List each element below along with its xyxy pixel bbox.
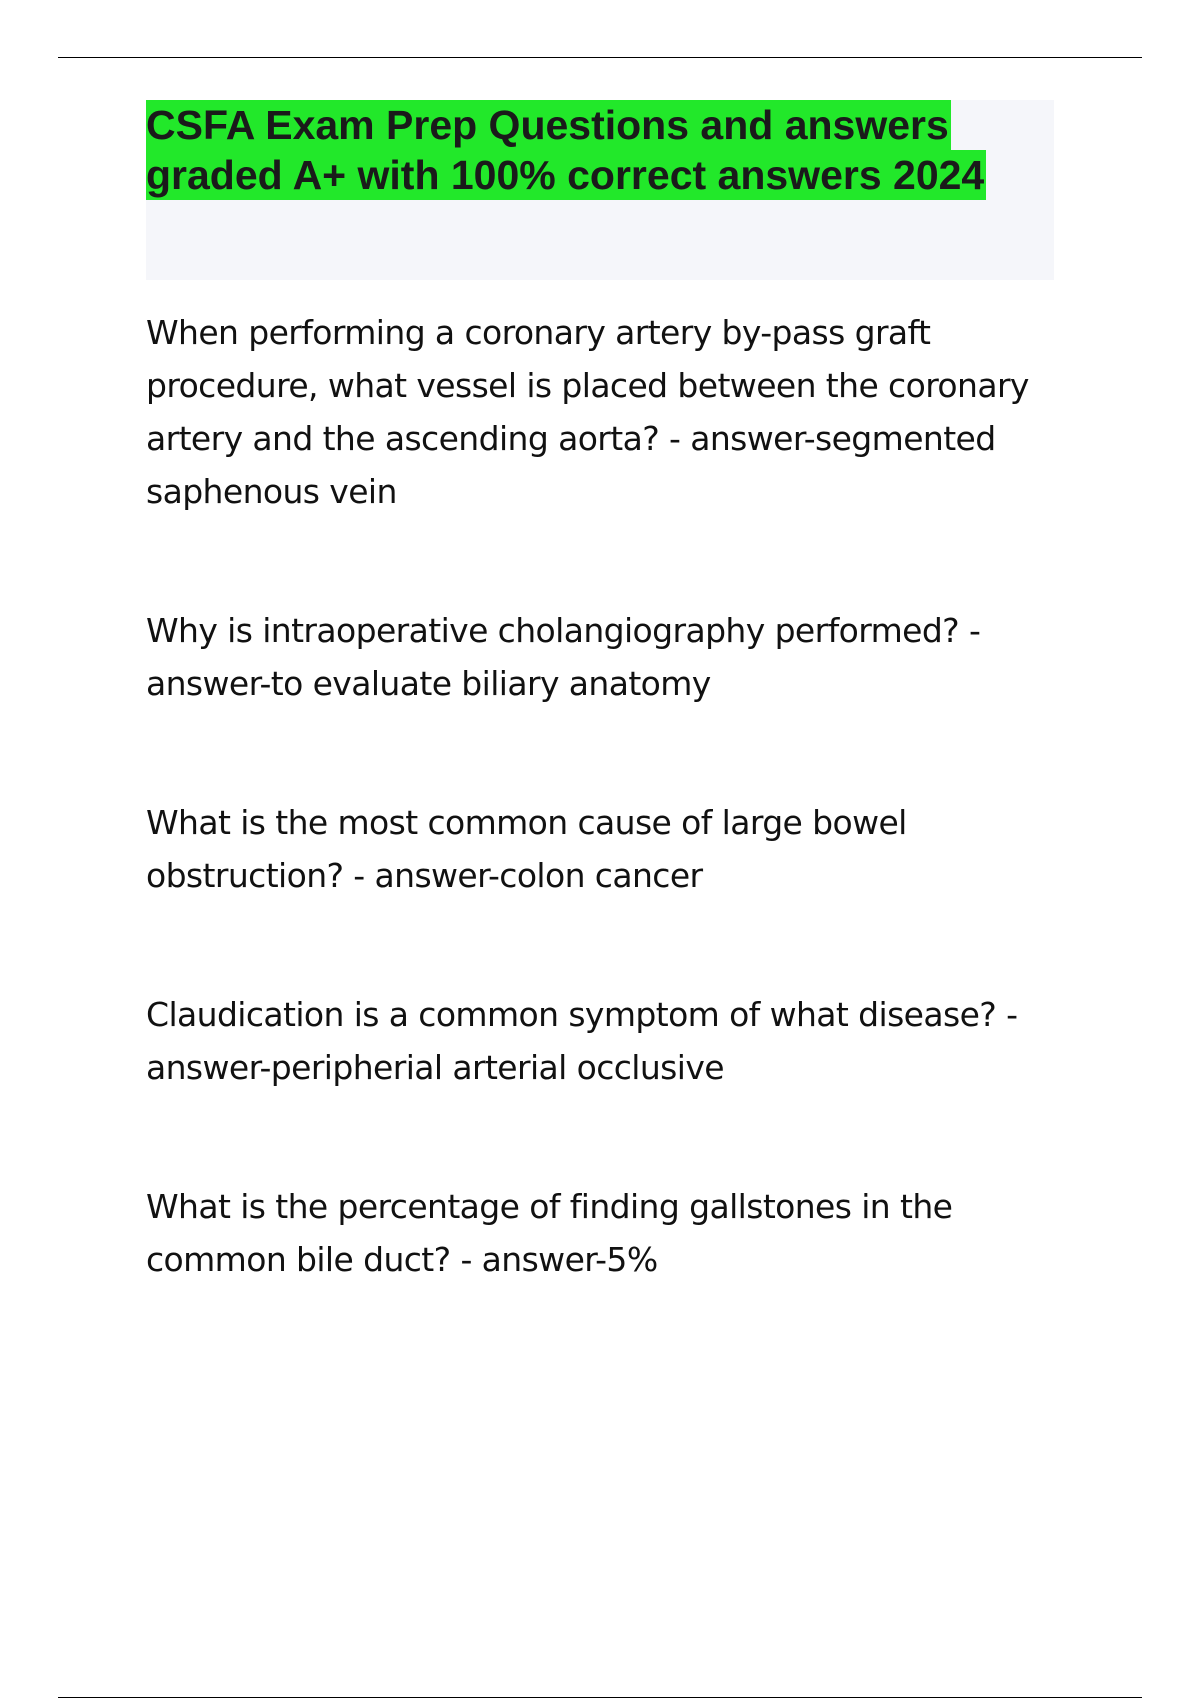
qa-item: Claudication is a common symptom of what disease? - answer-peripherial arterial occlusive — [146, 995, 1018, 1087]
qa-item: When performing a coronary artery by-pass graft procedure, what vessel is placed between the coronary artery and the ascending aorta? - answer-segmented saphenous vein — [146, 313, 1029, 511]
qa-item: What is the most common cause of large bowel obstruction? - answer-colon cancer — [146, 803, 907, 895]
title-block — [146, 100, 1054, 280]
footer-rule — [58, 1697, 1142, 1698]
title-line-2: graded A+ with 100% correct answers 2024 — [146, 152, 985, 198]
qa-item: What is the percentage of finding gallstones in the common bile duct? - answer-5% — [146, 1187, 953, 1279]
page-title — [146, 100, 1054, 200]
header-rule — [58, 57, 1142, 58]
qa-item: Why is intraoperative cholangiography performed? - answer-to evaluate biliary anatomy — [146, 611, 981, 703]
title-line-1: CSFA Exam Prep Questions and answers — [146, 102, 949, 148]
qa-list — [146, 306, 1066, 1286]
